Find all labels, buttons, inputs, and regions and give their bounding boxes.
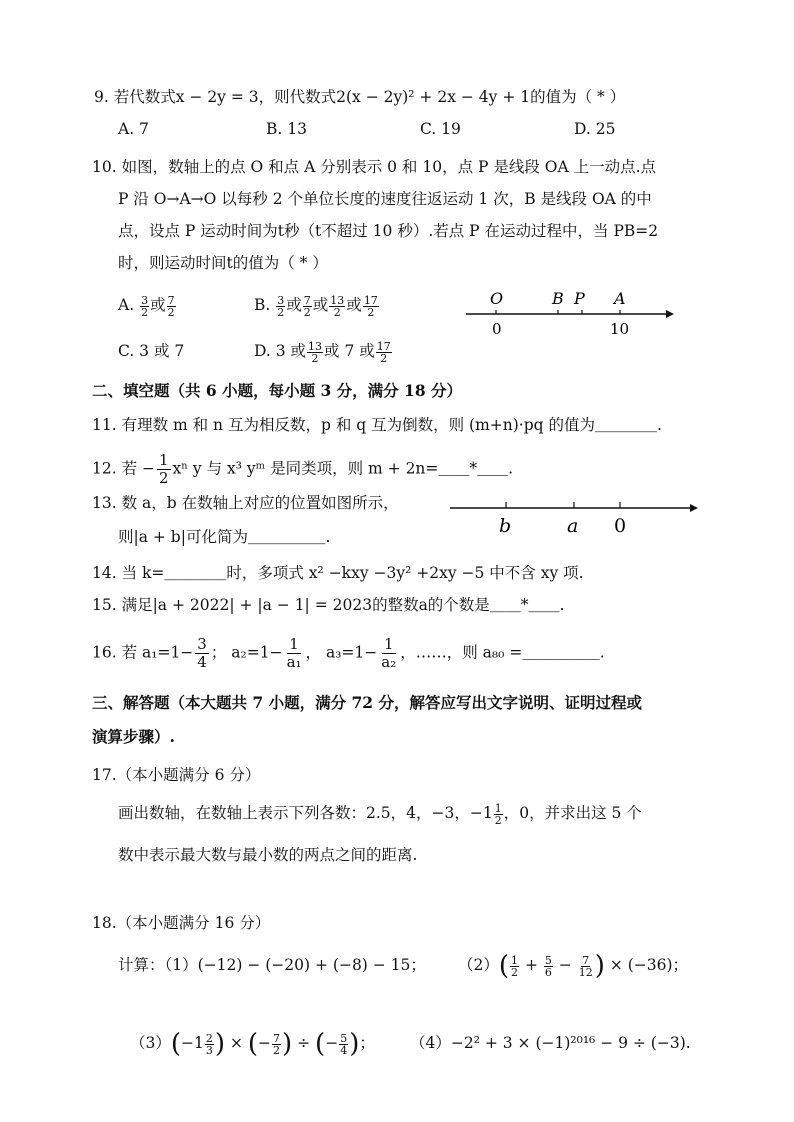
q18-part-3-frac-1: $\frac{2}{3}$ bbox=[205, 1031, 213, 1057]
q10-option-a-or: 或 bbox=[150, 296, 166, 314]
q13-number-line bbox=[446, 494, 706, 542]
q14-text: 14. 当 k=＿＿＿＿时，多项式 x² −kxy −3y² +2xy −5 中不含 xy 项. bbox=[92, 564, 584, 582]
q13-line-2: 则|a + b|可化简为＿＿＿＿＿. bbox=[118, 528, 331, 546]
q16-frac-3: $\frac{1}{\text{a₂}}$ bbox=[381, 635, 397, 671]
q10-option-b-or-2: 或 bbox=[312, 296, 329, 314]
q17-line-2: 数中表示最大数与最小数的两点之间的距离. bbox=[118, 846, 418, 864]
q10-option-d-frac-1: $\frac{13}{2}$ bbox=[308, 339, 323, 365]
q10-option-b-or-1: 或 bbox=[286, 296, 302, 314]
q10-text-1: 如图，数轴上的点 O 和点 A 分别表示 0 和 10，点 P 是线段 OA 上一动点.点 bbox=[121, 158, 657, 176]
q10-option-d-mid: 或 7 或 bbox=[324, 342, 375, 360]
q18-part-3: （3）(−1 $\frac{2}{3}$ ) × (− $\frac{7}{2}$ ) ÷ (− $\frac{5}{4}$ )； bbox=[130, 1029, 375, 1059]
q10-option-d-label: D. 3 或 bbox=[254, 342, 307, 360]
q10-axis-tick-0: 0 bbox=[492, 320, 502, 338]
q12-prefix: 12. 若 − bbox=[92, 459, 155, 478]
q10-line-2: P 沿 O→A→O 以每秒 2 个单位长度的速度往返运动 1 次，B 是线段 OA 的中 bbox=[118, 190, 652, 208]
q10-number-line bbox=[460, 286, 680, 342]
q18-part-3-frac-3: $\frac{5}{4}$ bbox=[340, 1031, 348, 1057]
q18-part-3-label: （3） bbox=[130, 1034, 171, 1052]
q12-text bbox=[92, 452, 513, 487]
q13-line-1: 13. 数 a，b 在数轴上对应的位置如图所示， bbox=[92, 494, 399, 512]
q10-option-a bbox=[118, 294, 177, 318]
q18-part-3-whole: −1 bbox=[181, 1034, 204, 1052]
q10-option-d bbox=[254, 340, 393, 364]
q10-line-3: 点，设点 P 运动时间为t秒（t不超过 10 秒）.若点 P 在运动过程中，当 PB=2 bbox=[118, 222, 659, 240]
q10-line-1 bbox=[92, 156, 656, 178]
q9-option-a: A. 7 bbox=[118, 120, 149, 138]
section-fill-in-heading: 二、填空题（共 6 小题，每小题 3 分，满分 18 分） bbox=[92, 381, 463, 400]
q18-part-2-suffix: × (−36)； bbox=[609, 956, 689, 974]
q9-number: 9. bbox=[94, 88, 109, 106]
q16-frac-2: $\frac{1}{\text{a₁}}$ bbox=[286, 635, 302, 671]
q10-axis-point-o: O bbox=[490, 289, 504, 308]
q18-part-4: （4）−2² + 3 × (−1)²⁰¹⁶ − 9 ÷ (−3). bbox=[410, 1034, 691, 1052]
q10-option-b-or-3: 或 bbox=[346, 296, 362, 314]
q10-option-c: C. 3 或 7 bbox=[118, 342, 185, 360]
q18-part-1: 计算：（1）(−12) − (−20) + (−8) − 15； bbox=[118, 956, 426, 974]
q17-line-1-prefix: 画出数轴，在数轴上表示下列各数：2.5，4，−3，−1 bbox=[118, 804, 493, 822]
q10-option-b-frac-2: $\frac{7}{2}$ bbox=[303, 293, 311, 319]
q17-title: 17.（本小题满分 6 分） bbox=[92, 766, 261, 784]
q9-option-b: B. 13 bbox=[266, 120, 307, 138]
q9-option-d: D. 25 bbox=[574, 120, 616, 138]
q10-option-b bbox=[254, 294, 380, 318]
q10-option-b-label: B. bbox=[254, 296, 271, 314]
section-solve-heading-line-1: 三、解答题（本大题共 7 小题，满分 72 分，解答应写出文字说明、证明过程或 bbox=[92, 693, 642, 712]
q18-part-2-frac-2: $\frac{5}{6}$ bbox=[544, 953, 552, 979]
q12-suffix: xⁿ y 与 x³ yᵐ 是同类项，则 m + 2n=＿＿*＿＿. bbox=[172, 459, 514, 478]
q18-part-2-frac-1: $\frac{1}{2}$ bbox=[511, 953, 519, 979]
q10-axis-point-a: A bbox=[614, 289, 626, 308]
q17-frac: $\frac{1}{2}$ bbox=[494, 801, 502, 827]
q10-line-4: 时，则运动时间t的值为（ * ） bbox=[118, 254, 328, 272]
q16-text bbox=[92, 636, 605, 671]
q16-suffix: ，……，则 a₈₀ =＿＿＿＿＿. bbox=[400, 643, 605, 662]
q12-frac: $\frac{1}{2}$ bbox=[159, 451, 169, 487]
q10-option-b-frac-3: $\frac{13}{2}$ bbox=[330, 293, 345, 319]
q18-part-3-frac-2: $\frac{7}{2}$ bbox=[273, 1031, 281, 1057]
q10-option-b-frac-4: $\frac{17}{2}$ bbox=[363, 293, 378, 319]
q15-text: 15. 满足|a + 2022| + |a − 1| = 2023的整数a的个数是＿＿*＿＿. bbox=[92, 596, 565, 614]
q9-option-c: C. 19 bbox=[420, 120, 461, 138]
q13-axis-label-a: a bbox=[567, 515, 579, 537]
q10-axis-point-p: P bbox=[574, 289, 585, 308]
q10-option-a-label: A. bbox=[118, 296, 135, 314]
q10-option-a-frac-2: $\frac{7}{2}$ bbox=[167, 293, 175, 319]
q17-line-1 bbox=[118, 802, 642, 826]
q18-part-2-frac-3: $\frac{7}{12}$ bbox=[578, 953, 593, 979]
q16-prefix: 16. 若 a₁=1− bbox=[92, 643, 194, 662]
q10-axis-tick-10: 10 bbox=[610, 320, 630, 338]
q9-stem bbox=[94, 86, 625, 108]
q13-axis-label-0: 0 bbox=[614, 515, 627, 537]
q10-option-d-frac-2: $\frac{17}{2}$ bbox=[376, 339, 391, 365]
q13-axis-label-b: b bbox=[499, 515, 512, 537]
q17-line-1-suffix: ，0，并求出这 5 个 bbox=[503, 804, 642, 822]
q11-text: 11. 有理数 m 和 n 互为相反数，p 和 q 互为倒数，则 (m+n)·pq 的值为＿＿＿＿. bbox=[92, 416, 662, 434]
q16-frac-1: $\frac{3}{4}$ bbox=[197, 635, 207, 671]
q10-option-b-frac-1: $\frac{3}{2}$ bbox=[277, 293, 285, 319]
q10-option-a-frac-1: $\frac{3}{2}$ bbox=[141, 293, 149, 319]
q9-text: 若代数式x − 2y = 3，则代数式2(x − 2y)² + 2x − 4y + 1的值为（ * ） bbox=[113, 88, 626, 106]
q18-part-2: （2）( $\frac{1}{2}$ + $\frac{5}{6}$ − $\frac{7}{12}$ ) × (−36)； bbox=[458, 951, 689, 981]
q10-axis-point-b: B bbox=[552, 289, 564, 308]
q18-title: 18.（本小题满分 16 分） bbox=[92, 914, 271, 932]
q16-mid-2: ， a₃=1− bbox=[305, 643, 378, 662]
q18-part-2-label: （2） bbox=[458, 956, 499, 974]
q16-mid-1: ； a₂=1− bbox=[210, 643, 283, 662]
section-solve-heading-line-2: 演算步骤）. bbox=[92, 727, 175, 746]
q10-number: 10. bbox=[92, 158, 117, 176]
